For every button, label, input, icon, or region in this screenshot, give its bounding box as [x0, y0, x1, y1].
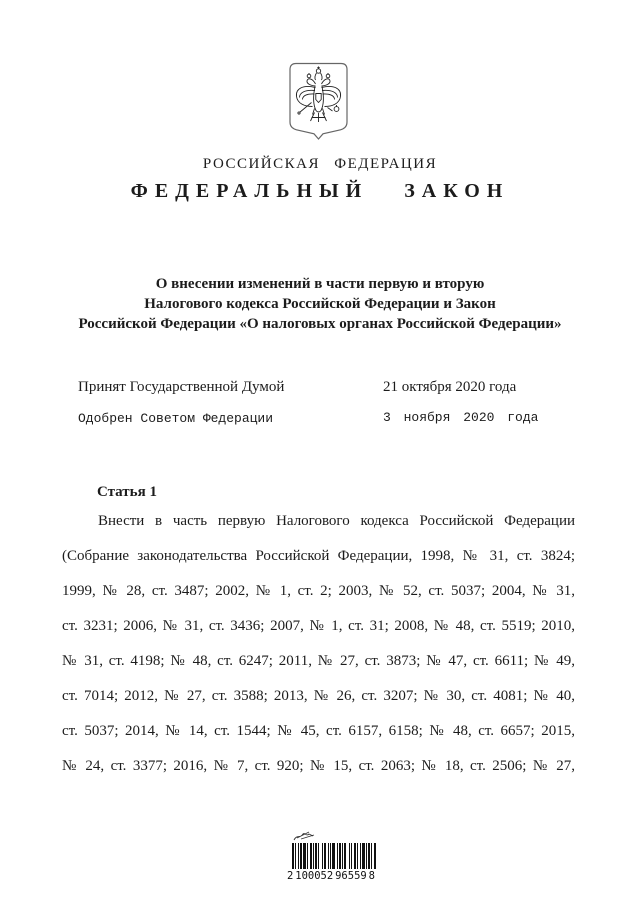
barcode-digit-group: 96559: [335, 870, 367, 882]
article-body-paragraph: [62, 504, 575, 784]
barcode-digit-group: 2: [287, 870, 294, 882]
approved-by-federation-council-date: 3 ноября 2020 года: [383, 410, 539, 425]
body-line: № 24, ст. 3377; 2016, № 7, ст. 920; № 15, ст. 2063; № 18, ст. 2506; № 27,: [62, 758, 575, 774]
body-line: ст. 3231; 2006, № 31, ст. 3436; 2007, № 1, ст. 31; 2008, № 48, ст. 5519; 2010,: [62, 618, 575, 634]
body-line: 1999, № 28, ст. 3487; 2002, № 1, ст. 2; 2003, № 52, ст. 5037; 2004, № 31,: [62, 583, 575, 599]
double-headed-eagle: [296, 67, 340, 123]
body-line: № 31, ст. 4198; № 48, ст. 6247; 2011, № 27, ст. 3873; № 47, ст. 6611; № 49,: [62, 653, 575, 669]
barcode-digit-group: 8: [368, 870, 375, 882]
document-type-heading: ФЕДЕРАЛЬНЫЙ ЗАКОН: [130, 180, 510, 202]
russian-coat-of-arms-icon: [288, 62, 349, 141]
adopted-by-duma-date: 21 октября 2020 года: [383, 379, 517, 395]
handwritten-mark-icon: [292, 830, 320, 843]
barcode-digits: [287, 870, 375, 882]
body-line: ст. 5037; 2014, № 14, ст. 1544; № 45, ст. 6157, 6158; № 48, ст. 6657; 2015,: [62, 723, 575, 739]
approved-by-federation-council-label: Одобрен Советом Федерации: [78, 411, 274, 426]
body-line: Внести в часть первую Налогового кодекса Российской Федерации: [98, 513, 575, 529]
law-title: [40, 274, 600, 334]
adopted-by-duma-label: Принят Государственной Думой: [78, 379, 285, 395]
body-line: (Собрание законодательства Российской Федерации, 1998, № 31, ст. 3824;: [62, 548, 575, 564]
barcode-bars: [292, 843, 376, 869]
country-heading: РОССИЙСКАЯ ФЕДЕРАЦИЯ: [202, 156, 438, 172]
registration-barcode: [287, 830, 379, 890]
law-title-line: О внесении изменений в части первую и вторую: [155, 276, 485, 292]
law-title-line: Российской Федерации «О налоговых органах Российской Федерации»: [78, 316, 562, 332]
body-line: ст. 7014; 2012, № 27, ст. 3588; 2013, № 26, ст. 3207; № 30, ст. 4081; № 40,: [62, 688, 575, 704]
law-title-line: Налогового кодекса Российской Федерации и Закон: [144, 296, 496, 312]
article-1-heading: Статья 1: [97, 484, 157, 500]
barcode-digit-group: 100052: [295, 870, 334, 882]
